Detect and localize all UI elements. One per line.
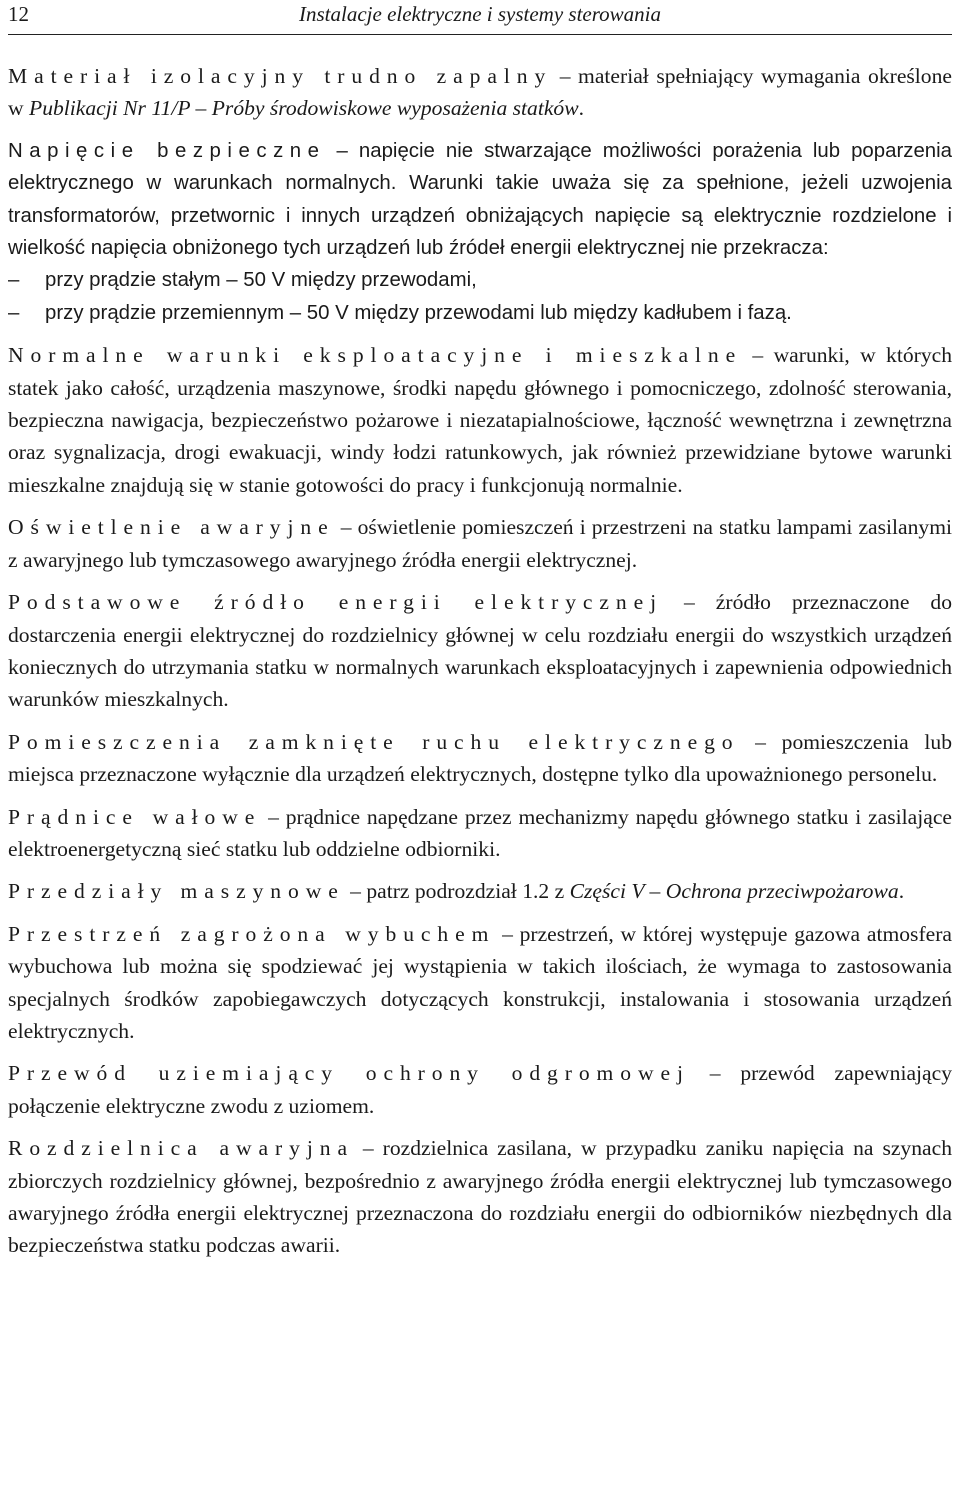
page-number: 12 <box>8 2 29 26</box>
running-title: Instalacje elektryczne i systemy sterowania <box>299 2 661 26</box>
definition-entry <box>8 801 952 866</box>
term: Rozdzielnica awaryjna <box>8 1136 354 1161</box>
definition-text: – patrz podrozdział 1.2 z <box>344 879 570 904</box>
definition-entry <box>8 726 952 791</box>
definition-entry <box>8 875 952 907</box>
definition-text: – pomieszczenia lub miejsca przeznaczone wyłącznie dla urządzeń elektrycznych, dostępne tylko dla upoważnionego personelu. <box>8 729 952 787</box>
definition-entry <box>8 60 952 125</box>
definition-entry <box>8 1132 952 1262</box>
dash-item-text: przy prądzie przemiennym – 50 V między przewodami lub między kadłubem i fazą. <box>45 301 792 324</box>
definition-text: – oświetlenie pomieszczeń i przestrzeni na statku lampami zasilanymi z awaryjnego lub tymczasowego awaryjnego źródła energii elektrycznej. <box>8 515 952 572</box>
definition-paragraph <box>8 135 952 265</box>
definition-entry <box>8 511 952 576</box>
dash-list-item: – przy prądzie przemiennym – 50 V między przewodami lub między kadłubem i fazą. <box>8 301 792 324</box>
definition-entry <box>8 339 952 501</box>
definition-entry <box>8 135 952 329</box>
part-reference: Części V – Ochrona przeciwpożarowa <box>569 879 899 904</box>
definition-entry <box>8 918 952 1048</box>
dash-item-text: przy prądzie stałym – 50 V między przewodami, <box>45 269 477 292</box>
definition-text: – materiał spełniający wymagania określone w <box>8 64 952 121</box>
term: Prądnice wałowe <box>8 804 262 829</box>
definition-text: – prądnice napędzane przez mechanizmy napędu głównego statku i zasilające elektroenergetyczną sieć statku lub oddzielne odbiorniki. <box>8 804 953 861</box>
dash-list-item: – przy prądzie stałym – 50 V między przewodami, <box>8 269 477 292</box>
term: Przedziały maszynowe <box>8 879 345 904</box>
term: Przestrzeń zagrożona wybuchem <box>8 921 496 946</box>
page-header <box>8 0 952 35</box>
definition-text-end: . <box>578 96 585 121</box>
term: Materiał izolacyjny trudno zapalny <box>8 64 553 88</box>
term: Pomieszczenia zamknięte ruchu elektrycznego <box>8 729 740 754</box>
term: Normalne warunki eksploatacyjne i mieszkalne <box>8 343 743 368</box>
term: Oświetlenie awaryjne <box>8 515 335 540</box>
definition-text: – rozdzielnica zasilana, w przypadku zaniku napięcia na szynach zbiorczych rozdzielnicy głównej, bezpośrednio z awaryjnego źródła energii elektrycznej lub tymczasowego awaryjnego źródła energii elektrycznej przeznaczona do rozdziału energii do odbiorników niezbędnych dla bezpieczeństwa statku podczas awarii. <box>8 1136 952 1258</box>
definition-text-end: . <box>898 879 905 904</box>
definition-text: – przewód zapewniający połączenie elektryczne zwodu z uziomem. <box>8 1061 952 1118</box>
definition-entry <box>8 586 952 716</box>
definition-text: – źródło przeznaczone do dostarczenia energii elektrycznej do rozdzielnicy głównej w celu rozdziału energii do wszystkich urządzeń koniecznych do utrzymania statku w normalnych warunkach eksploatacyjnych i zapewnienia odpowiednich warunków mieszkalnych. <box>8 590 952 712</box>
definition-text: – warunki, w których statek jako całość, urządzenia maszynowe, środki napędu głównego i pomocniczego, zdolność sterowania, bezpieczna nawigacja, bezpieczeństwo pożarowe i niezatapialnościowe, łączność wewnętrzna i zewnętrzna oraz sygnalizacja, drogi ewakuacji, windy łodzi ratunkowych, jak również przewidziane bytowe warunki mieszkalne znajdują się w stanie gotowości do pracy i funkcjonują normalnie. <box>8 343 952 497</box>
definition-text: – przestrzeń, w której występuje gazowa atmosfera wybuchowa lub można się spodziewać jej wystąpienia w takich ilościach, że wymaga to zastosowania specjalnych środków zapobiegawczych dotyczących konstrukcji, instalowania i stosowania urządzeń elektrycznych. <box>8 921 953 1043</box>
publication-reference: Publikacji Nr 11/P – Próby środowiskowe wyposażenia statków <box>29 96 579 121</box>
term: Napięcie bezpieczne <box>8 139 326 162</box>
definition-entry <box>8 1057 952 1122</box>
term: Przewód uziemiający ochrony odgromowej <box>8 1061 690 1086</box>
definition-text: – napięcie nie stwarzające możliwości porażenia lub poparzenia elektrycznego w warunkach normalnych. Warunki takie uważa się za spełnione, jeżeli uzwojenia transformatorów, przetwornic i innych urządzeń obniżających napięcie są elektrycznie rozdzielone i wielkość napięcia obniżonego tych urządzeń lub źródeł energii elektrycznej nie przekracza: <box>8 139 952 260</box>
term: Podstawowe źródło energii elektrycznej <box>8 590 664 615</box>
definitions-list <box>8 60 952 1272</box>
